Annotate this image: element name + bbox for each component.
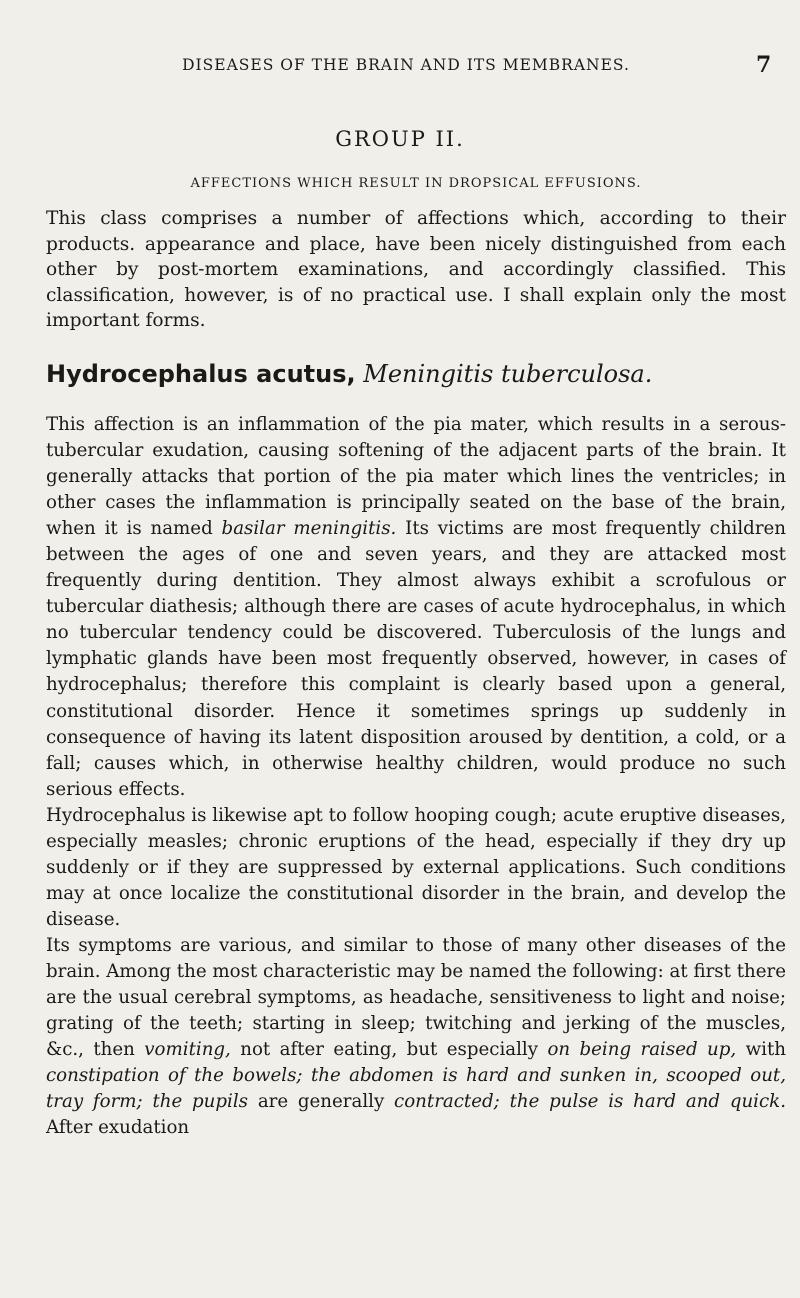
paragraph-1 xyxy=(46,412,786,803)
paragraph-3-italic-a: vomiting, xyxy=(144,1039,231,1061)
paragraph-1-text-b: Its victims are most frequently children between the ages of one and seven years, and they are attacked most frequently during dentition. They almost always exhibit a scrofulous or tubercular diathesis; although there are cases of acute hydrocephalus, in which no tubercular tendency could be discovered. Tuberculosis of the lungs and lymphatic glands have been most frequently observed, however, in cases of hydrocephalus; therefore this complaint is clearly based upon a general, constitutional disorder. Hence it sometimes springs up suddenly in consequence of having its latent disposition aroused by dentition, a cold, or a fall; causes which, in otherwise healthy children, would produce no such serious effects. xyxy=(46,518,786,800)
heading-secondary: Meningitis tuberculosa. xyxy=(363,360,653,388)
paragraph-3-text-c: with xyxy=(745,1039,786,1061)
paragraph-3-text-a: Its symptoms are various, and similar to those of many other diseases of the brain. Among the most characteristic may be named the following: at first there are the usual cerebral symptoms, as headache, sensitiveness to light and noise; grating of the teeth; starting in sleep; twitching and jerking of the muscles, &c., then xyxy=(46,934,786,1061)
paragraph-3-text-b: not after eating, but especially xyxy=(240,1039,539,1061)
paragraph-2: Hydrocephalus is likewise apt to follow hooping cough; acute eruptive diseases, especially measles; chronic eruptions of the head, especially if they dry up suddenly or if they are suppressed by external applications. Such conditions may at once localize the constitutional disorder in the brain, and develop the disease. xyxy=(46,804,786,930)
paragraph-3-text-d: are generally xyxy=(257,1091,385,1113)
section-subtitle: AFFECTIONS WHICH RESULT IN DROPSICAL EFFUSIONS. xyxy=(190,176,642,191)
intro-section xyxy=(46,206,786,334)
paragraph-3-text-e: After exudation xyxy=(46,1117,190,1139)
paragraph-3-italic-d: contracted; the pulse is hard and quick. xyxy=(394,1091,786,1113)
paragraph-3-italic-c: constipation of the bowels; the abdomen is hard and sunken in, scooped out, tray form; the pupils xyxy=(46,1065,786,1113)
paragraph-1-italic-a: basilar meningitis. xyxy=(221,518,397,540)
heading-primary: Hydrocephalus acutus, xyxy=(46,360,356,388)
section-heading xyxy=(46,360,786,388)
intro-paragraph: This class comprises a number of affections which, according to their products. appearance and place, have been nicely distinguished from each other by post-mortem examinations, and accordingly classified. This classification, however, is of no practical use. I shall explain only the most important forms. xyxy=(46,208,786,331)
paragraph-3 xyxy=(46,933,786,1141)
page-number: 7 xyxy=(756,52,772,78)
group-title: GROUP II. xyxy=(335,127,465,151)
paragraph-3-italic-b: on being raised up, xyxy=(547,1039,737,1061)
paragraph-1-text-a: This affection is an inflammation of the pia mater, which results in a serous-tubercular exudation, causing softening of the adjacent parts of the brain. It generally attacks that portion of the pia mater which lines the ventricles; in other cases the inflammation is principally seated on the base of the brain, when it is named xyxy=(46,414,786,540)
main-text xyxy=(46,412,786,1141)
running-head: DISEASES OF THE BRAIN AND ITS MEMBRANES. xyxy=(182,56,630,74)
